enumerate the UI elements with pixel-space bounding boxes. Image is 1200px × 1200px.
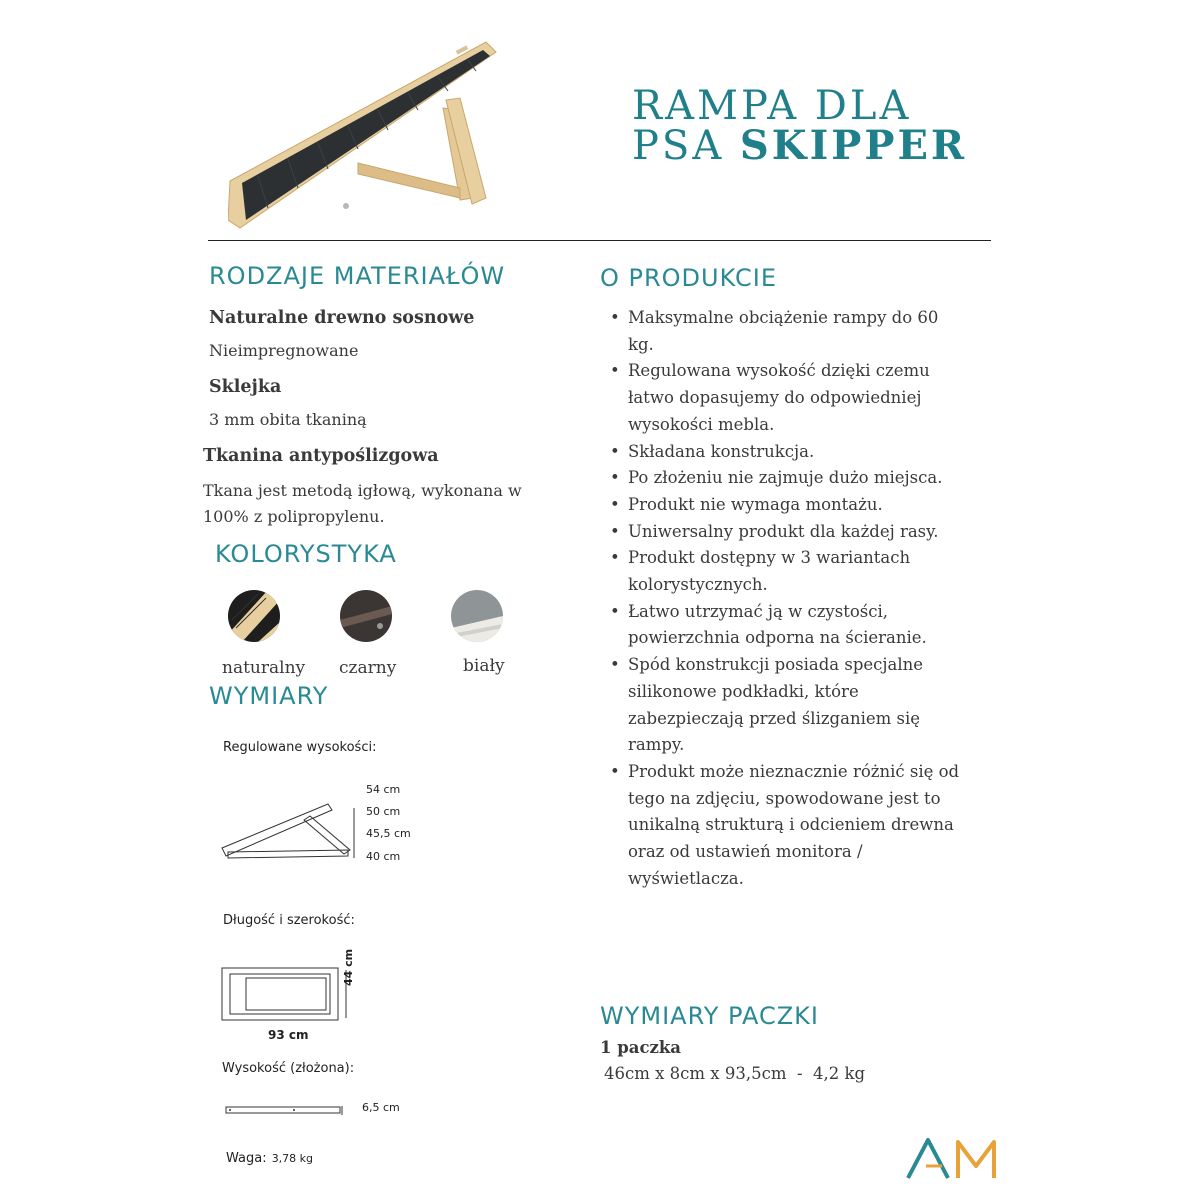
material-3-name: Tkanina antypoślizgowa xyxy=(203,446,439,466)
package-heading: WYMIARY PACZKI xyxy=(600,1002,819,1030)
adjustable-ramp-diagram xyxy=(220,800,360,866)
brand-logo xyxy=(906,1136,1002,1182)
material-1-name: Naturalne drewno sosnowe xyxy=(209,308,475,328)
package-details: 46cm x 8cm x 93,5cm - 4,2 kg xyxy=(604,1064,866,1083)
folded-height-value: 6,5 cm xyxy=(362,1101,400,1114)
material-3-desc: Tkana jest metodą igłową, wykonana w 100% z polipropylenu. xyxy=(203,481,522,526)
height-value-1: 54 cm xyxy=(366,783,401,796)
folded-height-label: Wysokość (złożona): xyxy=(222,1061,355,1076)
page-title xyxy=(632,83,968,169)
feature-item: • Łatwo utrzymać ją w czystości, powierzchnia odporna na ścieranie. xyxy=(600,599,960,652)
product-image xyxy=(228,38,498,230)
materials-heading: RODZAJE MATERIAŁÓW xyxy=(209,262,506,290)
length-width-label: Długość i szerokość: xyxy=(223,913,355,928)
feature-item: • Składana konstrukcja. xyxy=(600,439,960,466)
feature-item: • Spód konstrukcji posiada specjalne silikonowe podkładki, które zabezpieczają przed ślizganiem się rampy. xyxy=(600,652,960,759)
width-value: 44 cm xyxy=(342,948,355,986)
feature-item: • Produkt dostępny w 3 wariantach kolorystycznych. xyxy=(600,545,960,598)
feature-item: • Maksymalne obciążenie rampy do 60 kg. xyxy=(600,305,960,358)
feature-item: • Regulowana wysokość dzięki czemu łatwo dopasujemy do odpowiedniej wysokości mebla. xyxy=(600,358,960,438)
feature-item: • Uniwersalny produkt dla każdej rasy. xyxy=(600,519,960,546)
height-value-4: 40 cm xyxy=(366,850,401,863)
header-divider xyxy=(208,240,991,241)
color-swatch-white xyxy=(451,590,503,642)
height-value-2: 50 cm xyxy=(366,805,401,818)
color-swatch-natural xyxy=(228,590,280,642)
weight-value: 3,78 kg xyxy=(271,1152,314,1165)
folded-diagram xyxy=(224,1102,354,1114)
production-heading: O PRODUKCIE xyxy=(600,264,778,292)
material-2-name: Sklejka xyxy=(209,377,282,397)
material-2-desc: 3 mm obita tkaniną xyxy=(209,410,367,429)
dimensions-heading: WYMIARY xyxy=(209,682,329,710)
color-label-black: czarny xyxy=(339,658,397,678)
top-view-diagram xyxy=(220,966,350,1024)
title-prefix: PSA xyxy=(632,123,725,169)
title-line-1: RAMPA DLA xyxy=(632,83,912,129)
color-label-white: biały xyxy=(463,656,505,676)
color-swatch-black xyxy=(340,590,392,642)
height-value-3: 45,5 cm xyxy=(366,827,411,840)
colors-heading: KOLORYSTYKA xyxy=(215,540,397,568)
adjustable-heights-label: Regulowane wysokości: xyxy=(223,740,377,755)
feature-item: • Po złożeniu nie zajmuje dużo miejsca. xyxy=(600,465,960,492)
package-count: 1 paczka xyxy=(600,1038,681,1057)
weight-label: Waga: xyxy=(226,1151,267,1166)
material-1-desc: Nieimpregnowane xyxy=(209,341,359,360)
feature-item: • Produkt może nieznacznie różnić się od tego na zdjęciu, spowodowane jest to unikalną strukturą i odcieniem drewna oraz od ustawień monitora / wyświetlacza. xyxy=(600,759,960,893)
feature-item: • Produkt nie wymaga montażu. xyxy=(600,492,960,519)
title-line-2 xyxy=(632,122,968,169)
color-label-natural: naturalny xyxy=(222,658,306,678)
length-value: 93 cm xyxy=(268,1028,309,1042)
features-list xyxy=(600,305,960,892)
title-product-name: SKIPPER xyxy=(739,122,968,169)
logo-text: AM xyxy=(906,1136,908,1137)
weight-row xyxy=(226,1147,313,1166)
